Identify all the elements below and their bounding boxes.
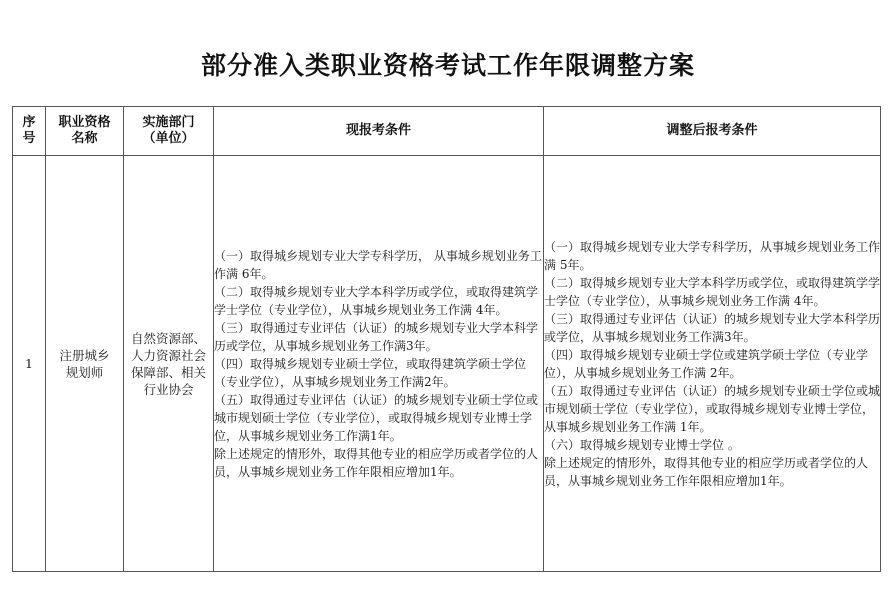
adjusted-condition-note: 除上述规定的情形外，取得其他专业的相应学历或者学位的人员，从事城乡规划业务工作年限相应增加1年。 [544, 455, 869, 488]
adjusted-condition-2: （二）取得城乡规划专业大学本科学历或学位，或取得建筑学学士学位（专业学位），从事城乡规划业务工作满 4年。 [544, 275, 881, 308]
header-seq: 序号 [13, 107, 46, 156]
adjustment-table [12, 106, 881, 572]
row-qualification: 注册城乡规划师 [46, 156, 124, 572]
document-title: 部分准入类职业资格考试工作年限调整方案 [200, 51, 695, 80]
table-row [13, 156, 881, 572]
adjusted-condition-6: （六）取得城乡规划专业博士学位 。 [544, 437, 740, 452]
table-header-row [13, 107, 881, 156]
row-department: 自然资源部、人力资源社会保障部、相关行业协会 [124, 156, 214, 572]
adjusted-condition-3: （三）取得通过专业评估（认证）的城乡规划专业大学本科学历或学位，从事城乡规划业务工作满3年。 [544, 311, 881, 344]
header-adjusted-conditions: 调整后报考条件 [544, 107, 881, 156]
current-condition-3: （三）取得通过专业评估（认证）的城乡规划专业大学本科学历或学位，从事城乡规划业务工作满3年。 [214, 320, 539, 353]
header-department: 实施部门（单位） [124, 107, 214, 156]
header-current-conditions: 现报考条件 [214, 107, 544, 156]
current-condition-2: （二）取得城乡规划专业大学本科学历或学位，或取得建筑学学士学位（专业学位），从事城乡规划业务工作满 4年。 [214, 284, 539, 317]
current-conditions-cell [214, 156, 544, 572]
row-seq: 1 [13, 156, 46, 572]
current-condition-note: 除上述规定的情形外，取得其他专业的相应学历或者学位的人员，从事城乡规划业务工作年限相应增加1年。 [214, 446, 539, 479]
adjusted-condition-4: （四）取得城乡规划专业硕士学位或建筑学硕士学位（专业学位），从事城乡规划业务工作满 2年。 [544, 347, 869, 380]
adjusted-condition-5: （五）取得通过专业评估（认证）的城乡规划专业硕士学位或城市规划硕士学位（专业学位），或取得城乡规划专业博士学位，从事城乡规划业务工作满 1年。 [544, 383, 881, 434]
current-condition-5: （五）取得通过专业评估（认证）的城乡规划专业硕士学位或城市规划硕士学位（专业学位），或取得城乡规划专业博士学位，从事城乡规划业务工作满1年。 [214, 392, 539, 443]
adjusted-condition-1: （一）取得城乡规划专业大学专科学历，从事城乡规划业务工作满 5年。 [544, 239, 881, 272]
current-condition-4: （四）取得城乡规划专业硕士学位，或取得建筑学硕士学位（专业学位），从事城乡规划业务工作满2年。 [214, 356, 527, 389]
current-condition-1: （一）取得城乡规划专业大学专科学历， 从事城乡规划业务工作满 6年。 [214, 248, 542, 281]
adjusted-conditions-cell [544, 156, 881, 572]
header-qualification: 职业资格名称 [46, 107, 124, 156]
